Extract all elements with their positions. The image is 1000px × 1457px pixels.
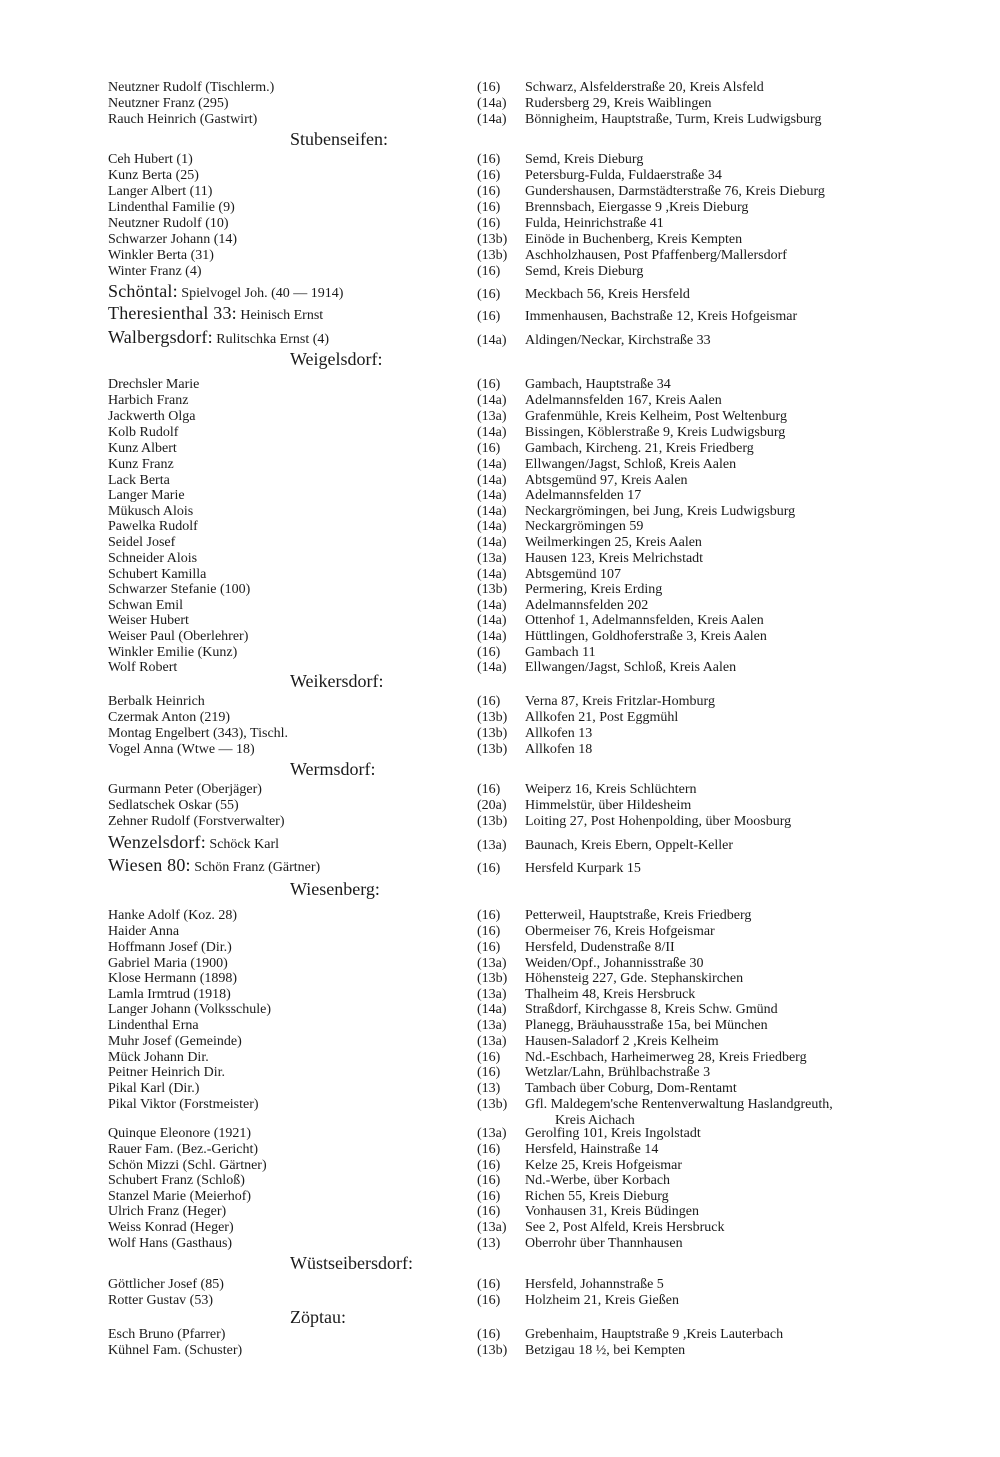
zone-code: (14a) [477,1002,507,1017]
address: Hersfeld, Johannstraße 5 [525,1277,664,1292]
person-entry: Neutzner Franz (295) [108,96,229,111]
table-row [0,232,1000,248]
zone-code: (16) [477,216,501,231]
person-entry: Sedlatschek Oskar (55) [108,798,239,813]
zone-code: (14a) [477,535,507,550]
section-heading-wiesenberg: Wiesenberg: [290,879,380,899]
zone-code: (13b) [477,726,508,741]
address: Adelmannsfelden 17 [525,488,642,503]
table-row [0,1158,1000,1174]
table-row [0,302,1000,324]
zone-code: (13b) [477,971,508,986]
table-row [0,782,1000,798]
address: Ellwangen/Jagst, Schloß, Kreis Aalen [525,457,737,472]
person-entry: Schwarzer Stefanie (100) [108,582,251,597]
person-entry: Czermak Anton (219) [108,710,231,725]
person-entry: Schön Mizzi (Schl. Gärtner) [108,1158,267,1173]
person-name: Spielvogel Joh. (40 — 1914) [181,286,344,301]
person-entry: Jackwerth Olga [108,409,196,424]
person-entry: Pikal Viktor (Forstmeister) [108,1097,259,1112]
zone-code: (16) [477,1277,501,1292]
table-row [0,1002,1000,1018]
address: Weilmerkingen 25, Kreis Aalen [525,535,702,550]
person-entry: Kolb Rudolf [108,425,179,440]
address: Allkofen 21, Post Eggmühl [525,710,679,725]
person-entry: Winkler Emilie (Kunz) [108,645,238,660]
address: Höhensteig 227, Gde. Stephanskirchen [525,971,744,986]
table-row [0,393,1000,409]
address: Brennsbach, Eiergasse 9 ,Kreis Dieburg [525,200,749,215]
person-entry: Rauch Heinrich (Gastwirt) [108,112,258,127]
person-entry: Kunz Berta (25) [108,168,199,183]
address: Gundershausen, Darmstädterstraße 76, Kreis Dieburg [525,184,825,199]
zone-code: (16) [477,264,501,279]
zone-code: (16) [477,1173,501,1188]
person-entry: Schubert Kamilla [108,567,207,582]
zone-code: (14a) [477,504,507,519]
person-entry: Winkler Berta (31) [108,248,214,263]
table-row [0,80,1000,96]
address: Adelmannsfelden 167, Kreis Aalen [525,393,722,408]
zone-code: (16) [477,1293,501,1308]
place-label: Wiesen 80: [108,855,191,875]
zone-code: (13a) [477,1220,507,1235]
person-entry [108,854,320,879]
address: Permering, Kreis Erding [525,582,663,597]
person-entry: Stanzel Marie (Meierhof) [108,1189,252,1204]
table-row [0,1277,1000,1293]
place-label: Schöntal: [108,281,178,301]
address: Loiting 27, Post Hohenpolding, über Moosburg [525,814,792,829]
address: Nd.-Eschbach, Harheimerweg 28, Kreis Friedberg [525,1050,807,1065]
person-entry: Hoffmann Josef (Dir.) [108,940,232,955]
zone-code: (16) [477,861,501,876]
zone-code: (16) [477,1142,501,1157]
table-row [0,216,1000,232]
person-entry: Harbich Franz [108,393,189,408]
person-entry: Schubert Franz (Schloß) [108,1173,245,1188]
zone-code: (16) [477,287,501,302]
person-entry [108,831,279,856]
zone-code: (14a) [477,457,507,472]
address: Allkofen 13 [525,726,593,741]
zone-code: (13b) [477,232,508,247]
table-row [0,694,1000,710]
zone-code: (16) [477,1065,501,1080]
address: Hausen 123, Kreis Melrichstadt [525,551,704,566]
address: Ottenhof 1, Adelmannsfelden, Kreis Aalen [525,613,764,628]
zone-code: (14a) [477,96,507,111]
table-row [0,613,1000,629]
person-entry: Neutzner Rudolf (10) [108,216,229,231]
table-row [0,629,1000,645]
table-row [0,425,1000,441]
table-row [0,1189,1000,1205]
table-row [0,1034,1000,1050]
address: Neckargrömingen, bei Jung, Kreis Ludwigsburg [525,504,796,519]
person-name: Schön Franz (Gärtner) [194,860,321,875]
table-row [0,1293,1000,1309]
person-entry: Wolf Robert [108,660,178,675]
person-entry: Weiser Hubert [108,613,189,628]
table-row [0,112,1000,128]
person-name: Schöck Karl [209,837,280,852]
table-row [0,535,1000,551]
table-row [0,1327,1000,1343]
person-name: Rulitschka Ernst (4) [216,332,330,347]
zone-code: (14a) [477,112,507,127]
address: Aldingen/Neckar, Kirchstraße 33 [525,333,711,348]
table-row [0,1097,1000,1113]
zone-code: (16) [477,908,501,923]
person-entry: Pikal Karl (Dir.) [108,1081,200,1096]
address: Obermeiser 76, Kreis Hofgeismar [525,924,715,939]
address: Tambach über Coburg, Dom-Rentamt [525,1081,737,1096]
table-row [0,1173,1000,1189]
zone-code: (16) [477,1189,501,1204]
table-row [0,742,1000,758]
address: Aschholzhausen, Post Pfaffenberg/Mallersdorf [525,248,787,263]
person-entry: Lindenthal Erna [108,1018,199,1033]
person-entry: Peitner Heinrich Dir. [108,1065,226,1080]
section-heading-stubenseifen: Stubenseifen: [290,129,388,149]
person-entry: Langer Albert (11) [108,184,213,199]
address: Oberrohr über Thannhausen [525,1236,683,1251]
zone-code: (14a) [477,393,507,408]
address: Immenhausen, Bachstraße 12, Kreis Hofgeismar [525,309,798,324]
person-entry: Zehner Rudolf (Forstverwalter) [108,814,285,829]
address: Ellwangen/Jagst, Schloß, Kreis Aalen [525,660,737,675]
person-entry: Klose Hermann (1898) [108,971,238,986]
person-entry: Gurmann Peter (Oberjäger) [108,782,262,797]
address: Bissingen, Köblerstraße 9, Kreis Ludwigsburg [525,425,786,440]
table-row [0,519,1000,535]
table-row [0,710,1000,726]
zone-code: (14a) [477,519,507,534]
table-row [0,488,1000,504]
zone-code: (13a) [477,409,507,424]
person-entry: Kühnel Fam. (Schuster) [108,1343,243,1358]
address: Hersfeld Kurpark 15 [525,861,641,876]
zone-code: (13a) [477,956,507,971]
person-entry: Wolf Hans (Gasthaus) [108,1236,233,1251]
address: Holzheim 21, Kreis Gießen [525,1293,679,1308]
address: Petersburg-Fulda, Fuldaerstraße 34 [525,168,722,183]
zone-code: (16) [477,1050,501,1065]
zone-code: (16) [477,80,501,95]
address: Semd, Kreis Dieburg [525,152,644,167]
person-entry: Winter Franz (4) [108,264,202,279]
address: Baunach, Kreis Ebern, Oppelt-Keller [525,838,733,853]
address: Richen 55, Kreis Dieburg [525,1189,669,1204]
table-row [0,831,1000,853]
table-row [0,504,1000,520]
person-entry: Kunz Franz [108,457,174,472]
section-heading-wüstseibersdorf: Wüstseibersdorf: [290,1253,413,1273]
address: Rudersberg 29, Kreis Waiblingen [525,96,712,111]
person-entry: Rauer Fam. (Bez.-Gericht) [108,1142,259,1157]
address: Abtsgemünd 107 [525,567,622,582]
person-entry: Seidel Josef [108,535,176,550]
place-label: Walbergsdorf: [108,327,213,347]
person-entry: Pawelka Rudolf [108,519,198,534]
address: Neckargrömingen 59 [525,519,644,534]
person-entry: Schwan Emil [108,598,184,613]
address: Nd.-Werbe, über Korbach [525,1173,671,1188]
zone-code: (13b) [477,814,508,829]
person-entry: Göttlicher Josef (85) [108,1277,224,1292]
address: Hüttlingen, Goldhoferstraße 3, Kreis Aalen [525,629,767,644]
address: Weiperz 16, Kreis Schlüchtern [525,782,697,797]
address: Gambach, Hauptstraße 34 [525,377,671,392]
zone-code: (14a) [477,629,507,644]
zone-code: (13b) [477,248,508,263]
table-row [0,377,1000,393]
person-entry: Langer Marie [108,488,185,503]
address: Hersfeld, Hainstraße 14 [525,1142,659,1157]
table-row [0,582,1000,598]
person-entry: Mück Johann Dir. [108,1050,209,1065]
zone-code: (20a) [477,798,507,813]
person-entry: Muhr Josef (Gemeinde) [108,1034,242,1049]
address: Thalheim 48, Kreis Hersbruck [525,987,696,1002]
section-heading-weigelsdorf: Weigelsdorf: [290,349,383,369]
table-row [0,567,1000,583]
person-entry: Vogel Anna (Wtwe — 18) [108,742,255,757]
zone-code: (14a) [477,425,507,440]
table-row [0,1343,1000,1359]
section-heading-weikersdorf: Weikersdorf: [290,671,384,691]
zone-code: (16) [477,152,501,167]
section-heading-zöptau: Zöptau: [290,1307,346,1327]
zone-code: (13a) [477,987,507,1002]
person-entry: Langer Johann (Volksschule) [108,1002,272,1017]
table-row [0,551,1000,567]
address: Schwarz, Alsfelderstraße 20, Kreis Alsfeld [525,80,764,95]
zone-code: (14a) [477,660,507,675]
table-row [0,924,1000,940]
address: Himmelstür, über Hildesheim [525,798,692,813]
section-heading-wermsdorf: Wermsdorf: [290,759,376,779]
zone-code: (16) [477,1204,501,1219]
table-row [0,1065,1000,1081]
person-entry: Lindenthal Familie (9) [108,200,235,215]
zone-code: (13b) [477,582,508,597]
table-row [0,814,1000,830]
address-continuation: Kreis Aichach [555,1113,635,1128]
person-entry: Esch Bruno (Pfarrer) [108,1327,226,1342]
table-row [0,248,1000,264]
zone-code: (16) [477,782,501,797]
address: Einöde in Buchenberg, Kreis Kempten [525,232,743,247]
zone-code: (16) [477,924,501,939]
person-entry [108,302,323,327]
zone-code: (13b) [477,710,508,725]
table-row [0,457,1000,473]
address: Gerolfing 101, Kreis Ingolstadt [525,1126,701,1141]
zone-code: (16) [477,940,501,955]
zone-code: (13) [477,1236,501,1251]
table-row [0,956,1000,972]
table-row [0,987,1000,1003]
zone-code: (14a) [477,613,507,628]
table-row [0,1236,1000,1252]
address: Verna 87, Kreis Fritzlar-Homburg [525,694,715,709]
address: Betzigau 18 ½, bei Kempten [525,1343,686,1358]
address: Allkofen 18 [525,742,593,757]
address: Gambach 11 [525,645,596,660]
zone-code: (16) [477,645,501,660]
table-row [0,645,1000,661]
person-entry: Gabriel Maria (1900) [108,956,228,971]
address: Petterweil, Hauptstraße, Kreis Friedberg [525,908,752,923]
zone-code: (16) [477,441,501,456]
person-name: Heinisch Ernst [240,308,324,323]
zone-code: (14a) [477,598,507,613]
person-entry: Neutzner Rudolf (Tischlerm.) [108,80,275,95]
address: Planegg, Bräuhausstraße 15a, bei München [525,1018,768,1033]
table-row [0,854,1000,876]
person-entry: Rotter Gustav (53) [108,1293,213,1308]
address: Gfl. Maldegem'sche Rentenverwaltung Haslandgreuth, [525,1097,833,1112]
table-row [0,971,1000,987]
address: Straßdorf, Kirchgasse 8, Kreis Schw. Gmünd [525,1002,778,1017]
person-entry: Haider Anna [108,924,180,939]
table-row [0,264,1000,280]
address: Semd, Kreis Dieburg [525,264,644,279]
person-entry: Mükusch Alois [108,504,194,519]
zone-code: (14a) [477,488,507,503]
table-row [0,1018,1000,1034]
address: Hausen-Saladorf 2 ,Kreis Kelheim [525,1034,719,1049]
person-entry: Ulrich Franz (Heger) [108,1204,227,1219]
table-row [0,1142,1000,1158]
place-label: Wenzelsdorf: [108,832,206,852]
address: Vonhausen 31, Kreis Büdingen [525,1204,699,1219]
zone-code: (13b) [477,742,508,757]
address: Abtsgemünd 97, Kreis Aalen [525,473,688,488]
zone-code: (13b) [477,1097,508,1112]
person-entry: Hanke Adolf (Koz. 28) [108,908,238,923]
zone-code: (14a) [477,333,507,348]
person-entry: Kunz Albert [108,441,177,456]
address: Adelmannsfelden 202 [525,598,649,613]
address: Grebenhaim, Hauptstraße 9 ,Kreis Lauterbach [525,1327,784,1342]
address: Kelze 25, Kreis Hofgeismar [525,1158,683,1173]
table-row [0,940,1000,956]
table-row [0,473,1000,489]
address: Grafenmühle, Kreis Kelheim, Post Weltenburg [525,409,787,424]
zone-code: (16) [477,694,501,709]
table-row [0,1050,1000,1066]
person-entry: Lamla Irmtrud (1918) [108,987,231,1002]
address: Hersfeld, Dudenstraße 8/II [525,940,675,955]
address: Gambach, Kircheng. 21, Kreis Friedberg [525,441,754,456]
table-row [0,1081,1000,1097]
table-row [0,798,1000,814]
table-row [0,726,1000,742]
person-entry: Schneider Alois [108,551,198,566]
table-row [0,326,1000,348]
zone-code: (16) [477,200,501,215]
table-row [0,96,1000,112]
zone-code: (13a) [477,1018,507,1033]
person-entry: Ceh Hubert (1) [108,152,193,167]
zone-code: (13a) [477,838,507,853]
zone-code: (13a) [477,551,507,566]
zone-code: (14a) [477,567,507,582]
person-entry: Berbalk Heinrich [108,694,205,709]
table-row [0,1126,1000,1142]
zone-code: (16) [477,377,501,392]
table-row [0,441,1000,457]
address: Bönnigheim, Hauptstraße, Turm, Kreis Ludwigsburg [525,112,822,127]
person-entry: Montag Engelbert (343), Tischl. [108,726,289,741]
address: See 2, Post Alfeld, Kreis Hersbruck [525,1220,725,1235]
person-entry: Drechsler Marie [108,377,200,392]
zone-code: (16) [477,168,501,183]
table-row [0,280,1000,302]
zone-code: (16) [477,184,501,199]
table-row [0,660,1000,676]
table-row [0,1220,1000,1236]
person-entry: Weiser Paul (Oberlehrer) [108,629,249,644]
table-row [0,409,1000,425]
table-row [0,1204,1000,1220]
zone-code: (13a) [477,1126,507,1141]
table-row [0,152,1000,168]
person-entry: Quinque Eleonore (1921) [108,1126,252,1141]
zone-code: (16) [477,1158,501,1173]
table-row [0,908,1000,924]
zone-code: (13b) [477,1343,508,1358]
table-row [0,184,1000,200]
place-label: Theresienthal 33: [108,303,237,323]
address: Fulda, Heinrichstraße 41 [525,216,664,231]
zone-code: (14a) [477,473,507,488]
address: Wetzlar/Lahn, Brühlbachstraße 3 [525,1065,711,1080]
address: Meckbach 56, Kreis Hersfeld [525,287,690,302]
table-row [0,598,1000,614]
person-entry: Weiss Konrad (Heger) [108,1220,234,1235]
zone-code: (16) [477,309,501,324]
zone-code: (13a) [477,1034,507,1049]
address: Weiden/Opf., Johannisstraße 30 [525,956,704,971]
person-entry: Lack Berta [108,473,170,488]
table-row [0,200,1000,216]
table-row [0,168,1000,184]
person-entry: Schwarzer Johann (14) [108,232,238,247]
zone-code: (16) [477,1327,501,1342]
zone-code: (13) [477,1081,501,1096]
